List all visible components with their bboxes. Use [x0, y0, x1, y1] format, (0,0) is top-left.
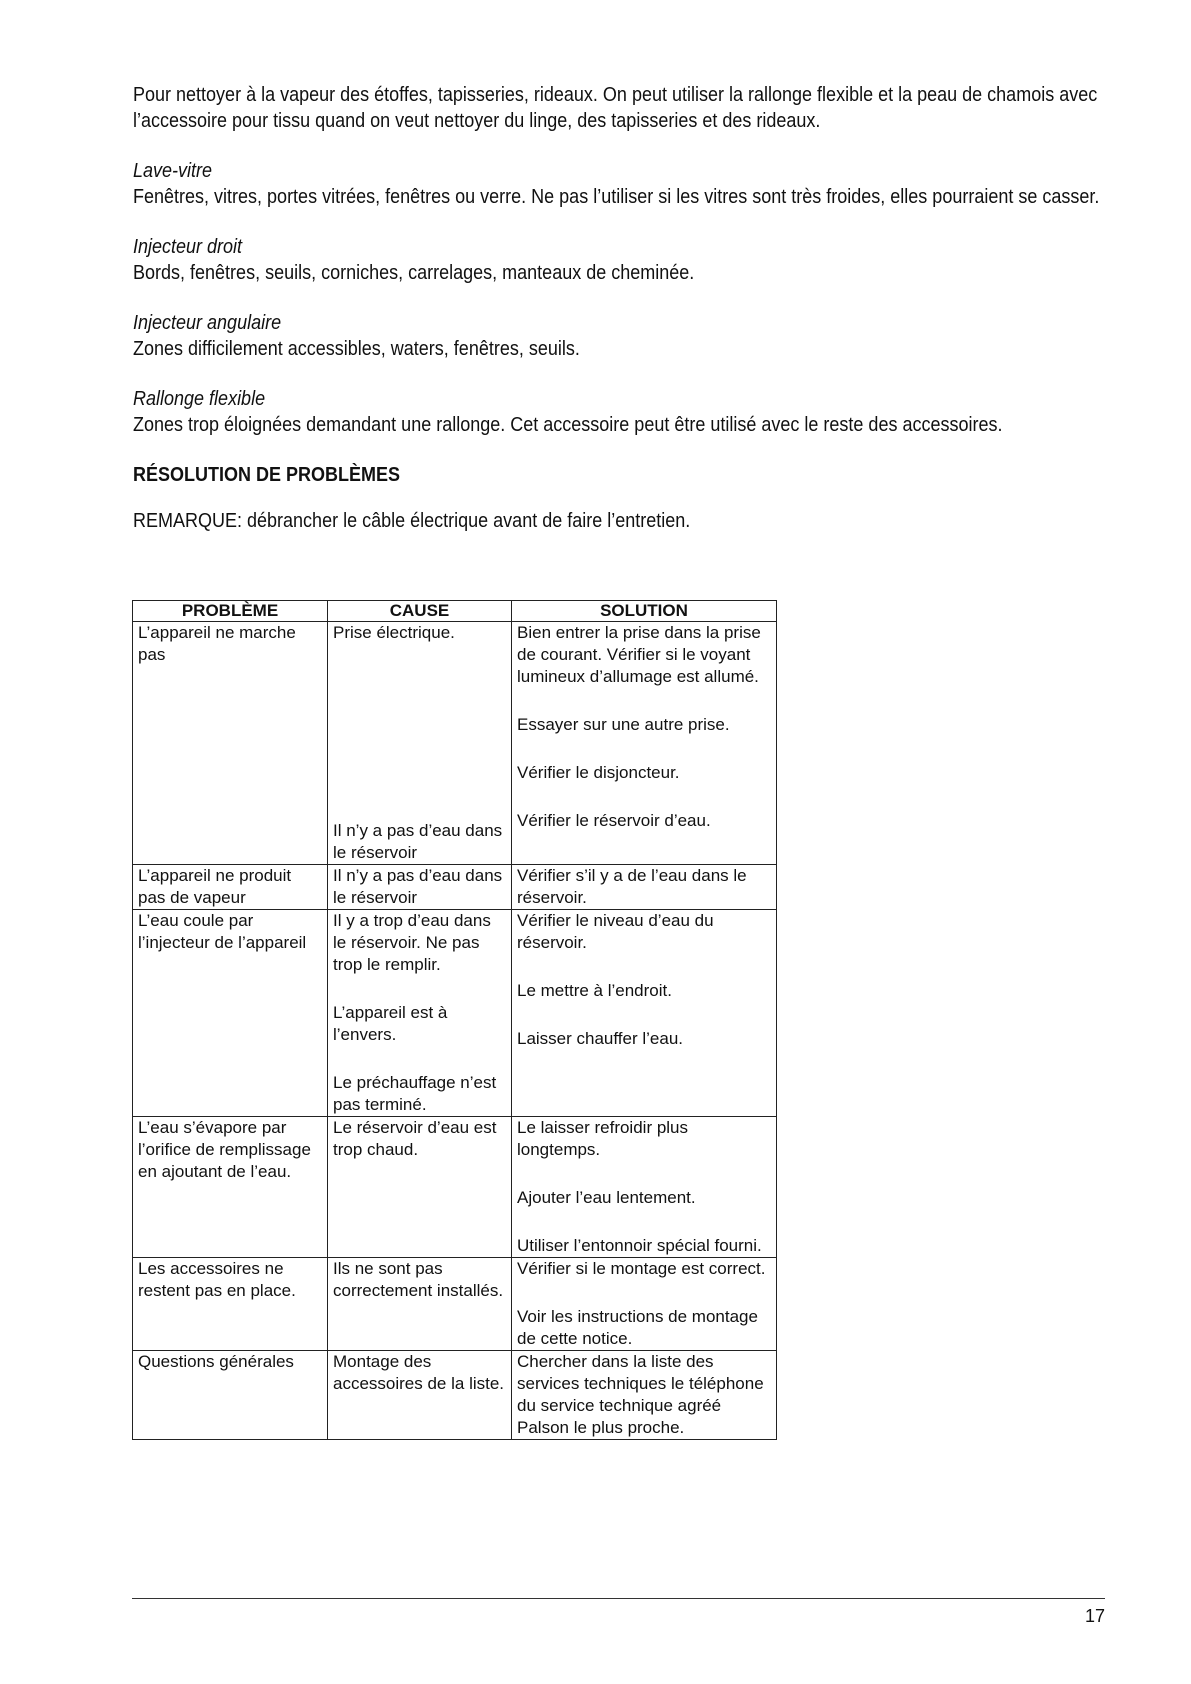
table-row: [133, 1351, 777, 1440]
table-row: [133, 1258, 777, 1351]
troubleshooting-table: [132, 600, 777, 1440]
problem-cell: L’appareil ne marche pas: [133, 622, 328, 865]
accessory-injecteur-droit: [133, 234, 1108, 286]
accessory-text: Zones difficilement accessibles, waters, fenêtres, seuils.: [133, 338, 580, 360]
cause-cell: Prise électrique. Il n’y a pas d’eau dans le réservoir: [328, 622, 512, 865]
problem-cell: L’appareil ne produit pas de vapeur: [133, 865, 328, 910]
accessory-text: Fenêtres, vitres, portes vitrées, fenêtres ou verre. Ne pas l’utiliser si les vitres sont très froides, elles pourraient se casser.: [133, 186, 1100, 208]
accessory-title: Rallonge flexible: [133, 388, 266, 410]
body-text: [133, 82, 1108, 538]
section-heading: RÉSOLUTION DE PROBLÈMES: [133, 464, 401, 486]
table-row: [133, 910, 777, 1117]
accessory-rallonge-flexible: [133, 386, 1108, 438]
problem-cell: Les accessoires ne restent pas en place.: [133, 1258, 328, 1351]
cause-cell: Il y a trop d’eau dans le réservoir. Ne pas trop le remplir. L’appareil est à l’envers. Le préchauffage n’est pas terminé.: [328, 910, 512, 1117]
accessory-text: Zones trop éloignées demandant une rallonge. Cet accessoire peut être utilisé avec le reste des accessoires.: [133, 414, 1003, 436]
header-solution: SOLUTION: [512, 601, 777, 622]
solution-cell: Le laisser refroidir plus longtemps. Ajouter l’eau lentement. Utiliser l’entonnoir spécial fourni.: [512, 1117, 777, 1258]
problem-cell: L’eau coule par l’injecteur de l’appareil: [133, 910, 328, 1117]
remark-note: REMARQUE: débrancher le câble électrique avant de faire l’entretien.: [133, 510, 691, 532]
table-row: [133, 622, 777, 865]
solution-cell: Vérifier si le montage est correct. Voir les instructions de montage de cette notice.: [512, 1258, 777, 1351]
accessory-injecteur-angulaire: [133, 310, 1108, 362]
table-row: [133, 1117, 777, 1258]
intro-paragraph: Pour nettoyer à la vapeur des étoffes, tapisseries, rideaux. On peut utiliser la rallonge flexible et la peau de chamois avec l’accessoire pour tissu quand on veut nettoyer du linge, des tapisseries et des rideaux.: [133, 84, 1098, 132]
footer-divider: [132, 1598, 1105, 1599]
table-row: [133, 865, 777, 910]
accessory-title: Injecteur droit: [133, 236, 243, 258]
accessory-title: Lave-vitre: [133, 160, 213, 182]
cause-cell: Il n’y a pas d’eau dans le réservoir: [328, 865, 512, 910]
accessory-title: Injecteur angulaire: [133, 312, 282, 334]
solution-cell: Bien entrer la prise dans la prise de courant. Vérifier si le voyant lumineux d’allumage est allumé. Essayer sur une autre prise. Vérifier le disjoncteur. Vérifier le réservoir d’eau.: [512, 622, 777, 865]
solution-cell: Chercher dans la liste des services techniques le téléphone du service technique agréé Palson le plus proche.: [512, 1351, 777, 1440]
cause-cell: Le réservoir d’eau est trop chaud.: [328, 1117, 512, 1258]
page-number: 17: [1084, 1606, 1105, 1626]
header-cause: CAUSE: [328, 601, 512, 622]
table-header-row: [133, 601, 777, 622]
cause-cell: Ils ne sont pas correctement installés.: [328, 1258, 512, 1351]
problem-cell: Questions générales: [133, 1351, 328, 1440]
solution-cell: Vérifier s’il y a de l’eau dans le réservoir.: [512, 865, 777, 910]
problem-cell: L’eau s’évapore par l’orifice de remplissage en ajoutant de l’eau.: [133, 1117, 328, 1258]
cause-cell: Montage des accessoires de la liste.: [328, 1351, 512, 1440]
solution-cell: Vérifier le niveau d’eau du réservoir. Le mettre à l’endroit. Laisser chauffer l’eau.: [512, 910, 777, 1117]
accessory-text: Bords, fenêtres, seuils, corniches, carrelages, manteaux de cheminée.: [133, 262, 695, 284]
header-problem: PROBLÈME: [133, 601, 328, 622]
accessory-lave-vitre: [133, 158, 1108, 210]
